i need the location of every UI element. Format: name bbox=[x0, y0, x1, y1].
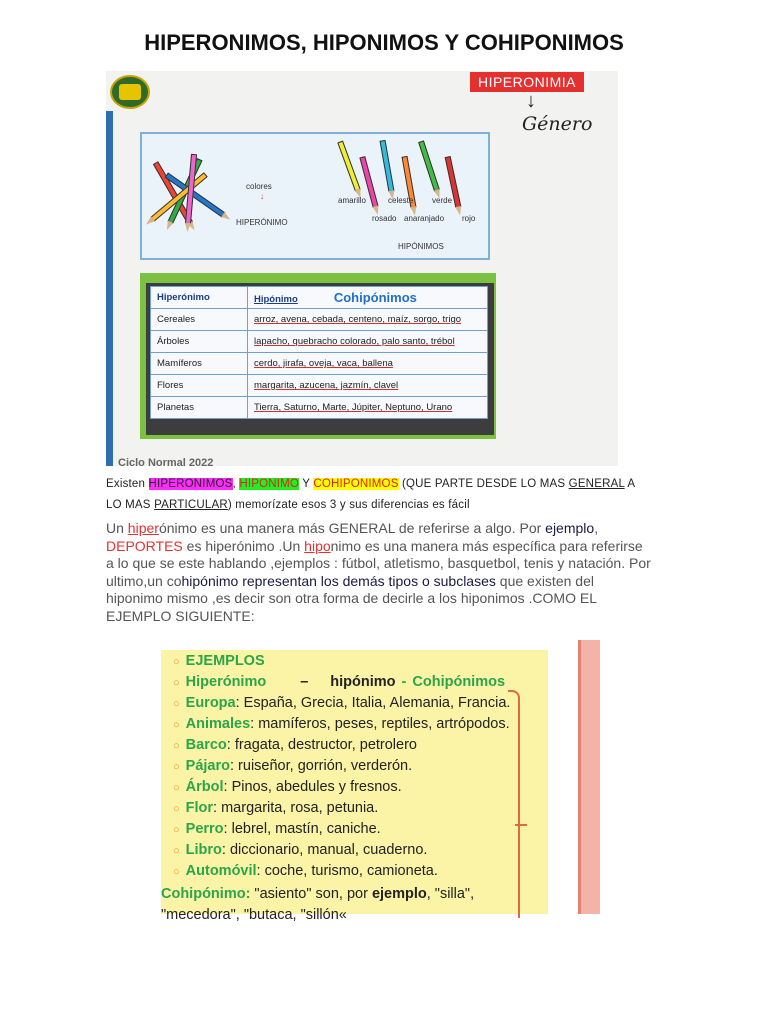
bullet-icon: ○ bbox=[173, 824, 180, 836]
bullet-icon: ○ bbox=[173, 782, 180, 794]
col-hiponimo: hipónimo bbox=[330, 674, 396, 690]
example-item bbox=[173, 861, 438, 883]
arrow-down-icon: ↓ bbox=[260, 192, 264, 201]
item-key: Libro bbox=[185, 842, 222, 858]
header-hiponimo-cohiponimos bbox=[248, 287, 488, 309]
cohiponimo-example bbox=[161, 884, 474, 905]
color-label: celeste bbox=[388, 196, 414, 205]
table-row bbox=[151, 375, 488, 397]
example-item bbox=[173, 735, 417, 757]
intro-paragraph bbox=[106, 474, 646, 516]
color-label: rojo bbox=[462, 214, 476, 223]
table-row bbox=[151, 397, 488, 419]
bullet-icon: ○ bbox=[173, 698, 180, 710]
header-hiponimo: Hipónimo bbox=[254, 294, 298, 305]
text: Y bbox=[299, 478, 314, 490]
genero-handwritten: Género bbox=[522, 113, 593, 135]
text: Existen bbox=[106, 478, 149, 490]
colores-label: colores bbox=[246, 182, 272, 191]
text: que existen del hiponimo mismo ,es decir son otra forma de decirle a los hiponimos .COMO EL EJEMPLO SIGUIENTE: bbox=[106, 572, 597, 624]
text-deportes: DEPORTES bbox=[106, 537, 183, 554]
table-row bbox=[151, 331, 488, 353]
bullet-icon: ○ bbox=[173, 761, 180, 773]
item-key: Automóvil bbox=[185, 863, 257, 879]
item-key: Flor bbox=[185, 800, 214, 816]
example-item bbox=[173, 777, 402, 799]
examples-header bbox=[173, 651, 265, 673]
bullet-icon: ○ bbox=[173, 866, 180, 878]
color-label: amarillo bbox=[338, 196, 367, 205]
table-row bbox=[151, 309, 488, 331]
item-key: Árbol bbox=[185, 779, 224, 795]
examples-columns bbox=[173, 672, 505, 694]
bullet-icon: ○ bbox=[173, 677, 180, 689]
table-cell: arroz, avena, cebada, centeno, maíz, sorgo, trigo bbox=[248, 309, 488, 331]
pencil-green-icon bbox=[418, 140, 440, 191]
slide-left-bar bbox=[106, 111, 113, 466]
slide-hiperonimia bbox=[106, 71, 618, 469]
text-general: GENERAL bbox=[568, 478, 625, 490]
item-key: Animales bbox=[185, 716, 251, 732]
arrow-down-icon: ↓ bbox=[526, 90, 536, 112]
bullet-icon: ○ bbox=[173, 656, 180, 668]
text-particular: PARTICULAR bbox=[154, 499, 228, 511]
table-cell: Tierra, Saturno, Marte, Júpiter, Neptuno, Urano bbox=[248, 397, 488, 419]
item-key: Barco bbox=[185, 737, 227, 753]
text: , bbox=[232, 478, 240, 490]
hiperonimia-label: HIPERONIMIA bbox=[470, 72, 584, 92]
pencil-blue-icon bbox=[380, 140, 395, 192]
item-text: : ruiseñor, gorrión, verderón. bbox=[230, 758, 413, 774]
example-item bbox=[173, 714, 510, 736]
color-label: anaranjado bbox=[404, 214, 445, 223]
col-hiperonimo: Hiperónimo bbox=[185, 674, 267, 690]
table-cell: Mamíferos bbox=[151, 353, 248, 375]
text-ejemplo: ejemplo bbox=[371, 886, 427, 902]
text: nimo es una manera más específica para referirse a lo que se este hablando ,ejemplos : fútbol, atletismo, basquetbol, tenis y natación. Por ultimo,un co bbox=[106, 537, 651, 589]
text: "asiento" son, por bbox=[250, 886, 372, 902]
text: es hiperónimo .Un bbox=[182, 537, 305, 554]
table-cell: Cereales bbox=[151, 309, 248, 331]
item-text: : mamíferos, peses, reptiles, artrópodos. bbox=[250, 716, 510, 732]
highlight-hiperonimos: HIPERONIMOS bbox=[148, 478, 233, 490]
table-header-row bbox=[151, 287, 488, 309]
cohiponimo-example-line2: "mecedora", "butaca, "sillón« bbox=[161, 907, 347, 923]
hiponimos-label: HIPÓNIMOS bbox=[398, 242, 444, 251]
dash: - bbox=[401, 674, 407, 690]
table-row bbox=[151, 353, 488, 375]
text: , bbox=[594, 520, 599, 536]
table-cell: cerdo, jirafa, oveja, vaca, ballena bbox=[248, 353, 488, 375]
bullet-icon: ○ bbox=[173, 845, 180, 857]
text: Un bbox=[106, 520, 128, 536]
table-cell: Flores bbox=[151, 375, 248, 397]
header-text: EJEMPLOS bbox=[185, 653, 265, 669]
item-key: Europa bbox=[185, 695, 236, 711]
color-label: verde bbox=[432, 196, 453, 205]
text: ónimo es una manera más GENERAL de referirse a algo. Por bbox=[158, 520, 546, 536]
table-cell: Árboles bbox=[151, 331, 248, 353]
item-text: : lebrel, mastín, caniche. bbox=[223, 821, 381, 837]
highlight-hiponimo: HIPONIMO bbox=[239, 478, 300, 490]
text-hipo: hipo bbox=[304, 537, 331, 554]
bullet-icon: ○ bbox=[173, 803, 180, 815]
hiperonimo-label: HIPERÓNIMO bbox=[236, 218, 288, 227]
item-text: : España, Grecia, Italia, Alemania, Francia. bbox=[235, 695, 511, 711]
table-cell: margarita, azucena, jazmín, clavel bbox=[248, 375, 488, 397]
color-label: rosado bbox=[372, 214, 397, 223]
text: ) memorízate esos 3 y sus diferencias es fácil bbox=[227, 499, 470, 511]
example-item bbox=[173, 819, 381, 841]
slide-border bbox=[581, 640, 600, 914]
cohi-label: Cohipónimo: bbox=[161, 886, 251, 902]
text: A LO MAS bbox=[106, 478, 635, 511]
text-cohiponimo: hipónimo representan los demás tipos o subclases bbox=[181, 572, 496, 589]
example-item bbox=[173, 756, 412, 778]
bullet-icon: ○ bbox=[173, 740, 180, 752]
col-cohiponimos: Cohipónimos bbox=[412, 674, 506, 690]
hyponym-table bbox=[150, 286, 488, 419]
pencil-yellow-icon bbox=[337, 141, 360, 192]
brace-tip-icon bbox=[515, 824, 527, 826]
brace-icon bbox=[508, 690, 520, 918]
text: (QUE PARTE DESDE LO MAS bbox=[398, 478, 569, 490]
item-text: : Pinos, abedules y fresnos. bbox=[223, 779, 402, 795]
table-cell: lapacho, quebracho colorado, palo santo, trébol bbox=[248, 331, 488, 353]
document-title: HIPERONIMOS, HIPONIMOS Y COHIPONIMOS bbox=[144, 30, 624, 55]
text-ejemplo: ejemplo bbox=[545, 520, 595, 536]
item-text: : margarita, rosa, petunia. bbox=[213, 800, 379, 816]
item-key: Perro bbox=[185, 821, 224, 837]
item-text: : fragata, destructor, petrolero bbox=[226, 737, 417, 753]
example-item bbox=[173, 840, 427, 862]
header-cohiponimos: Cohipónimos bbox=[333, 290, 417, 305]
header-hiperonimo: Hiperónimo bbox=[151, 287, 248, 309]
bullet-icon: ○ bbox=[173, 719, 180, 731]
item-text: : diccionario, manual, cuaderno. bbox=[221, 842, 428, 858]
explanation-paragraph bbox=[106, 520, 654, 625]
table-cell: Planetas bbox=[151, 397, 248, 419]
school-logo-icon bbox=[110, 75, 150, 109]
pencil-diagram bbox=[140, 132, 490, 260]
example-item bbox=[173, 693, 510, 715]
dash: – bbox=[300, 674, 309, 690]
slide-footer: Ciclo Normal 2022 bbox=[118, 457, 214, 469]
text-hiper: hiper bbox=[127, 520, 159, 536]
item-key: Pájaro bbox=[185, 758, 230, 774]
example-item bbox=[173, 798, 378, 820]
highlight-cohiponimos: COHIPONIMOS bbox=[313, 478, 399, 490]
text: , "silla", bbox=[426, 886, 475, 902]
item-text: : coche, turismo, camioneta. bbox=[256, 863, 438, 879]
slide-ejemplos bbox=[153, 640, 600, 923]
